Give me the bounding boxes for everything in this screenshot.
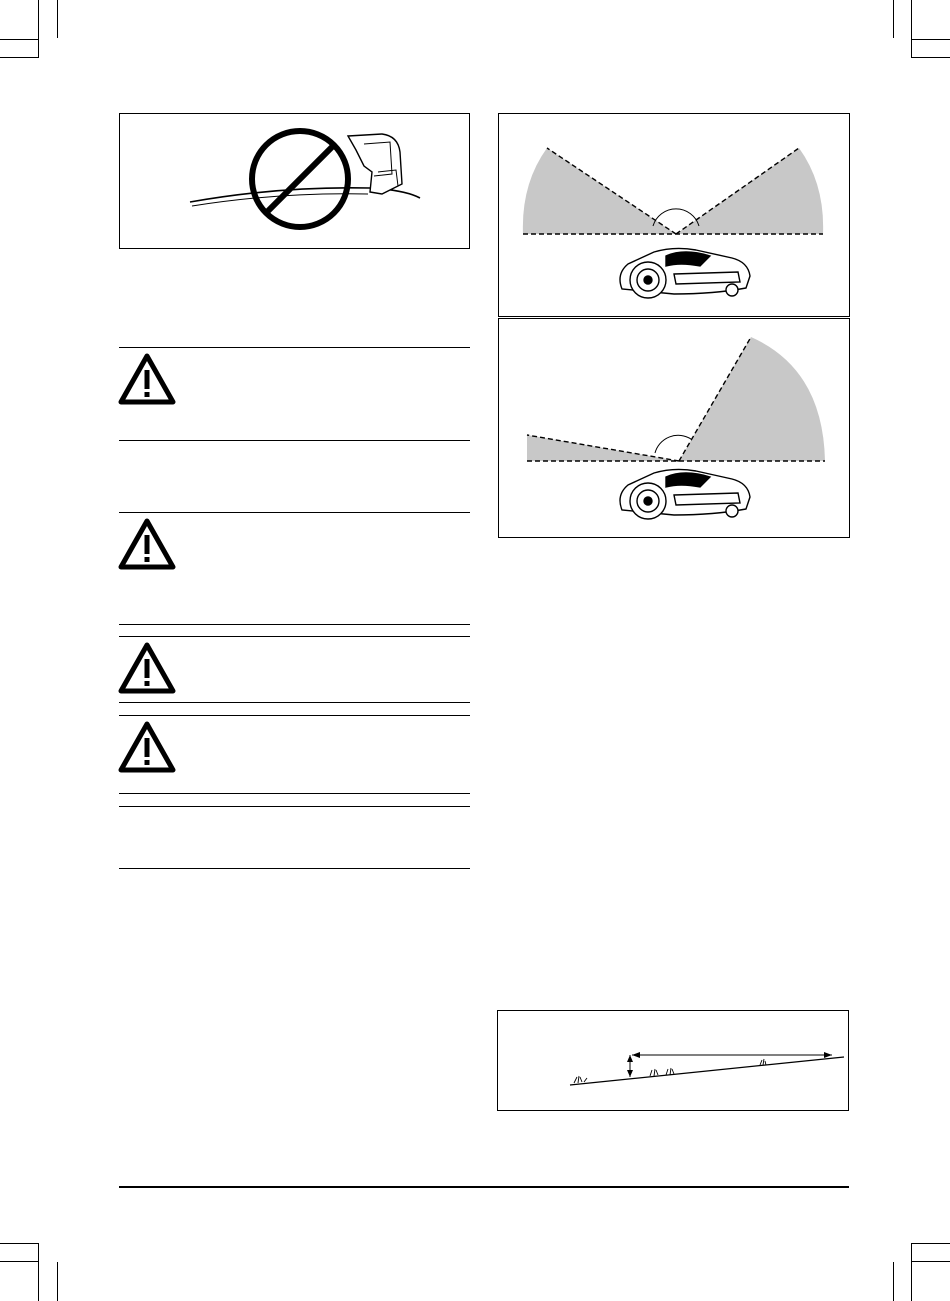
crop-mark xyxy=(0,57,38,58)
mower-slope-angle-diagram xyxy=(499,319,851,539)
crop-mark xyxy=(912,1243,950,1244)
crop-mark xyxy=(911,0,912,58)
figure-slope-angles-bottom xyxy=(498,318,850,538)
rule xyxy=(119,868,470,869)
prohibited-sign-icon xyxy=(120,114,471,250)
warning-triangle-icon xyxy=(118,641,176,695)
rule xyxy=(119,793,470,794)
warning-triangle-icon xyxy=(118,517,176,571)
crop-mark xyxy=(38,1243,39,1301)
warning-block xyxy=(118,641,176,695)
crop-mark xyxy=(893,1262,894,1301)
slope-measurement-diagram xyxy=(498,1011,850,1112)
warning-triangle-icon xyxy=(118,352,176,406)
figure-slope-angles-top xyxy=(498,113,850,317)
footer-rule xyxy=(119,1186,849,1188)
rule xyxy=(119,806,470,807)
crop-mark xyxy=(912,1261,950,1262)
crop-mark xyxy=(0,1261,38,1262)
rule xyxy=(119,624,470,625)
crop-mark xyxy=(893,0,894,38)
rule xyxy=(119,347,470,348)
rule xyxy=(119,702,470,703)
rule xyxy=(119,512,470,513)
mower-slope-angle-diagram xyxy=(499,114,851,318)
rule xyxy=(119,636,470,637)
rule xyxy=(119,715,470,716)
crop-mark xyxy=(57,1262,58,1301)
figure-slope-measure xyxy=(497,1010,849,1111)
rule xyxy=(119,440,470,441)
crop-mark xyxy=(57,0,58,38)
crop-mark xyxy=(38,0,39,58)
warning-triangle-icon xyxy=(118,720,176,774)
crop-mark xyxy=(912,39,950,40)
figure-no-boundary-wire xyxy=(119,113,470,249)
crop-mark xyxy=(911,1243,912,1301)
warning-block xyxy=(118,517,176,571)
warning-block xyxy=(118,352,176,406)
crop-mark xyxy=(912,57,950,58)
warning-block xyxy=(118,720,176,774)
crop-mark xyxy=(0,39,38,40)
crop-mark xyxy=(0,1243,38,1244)
